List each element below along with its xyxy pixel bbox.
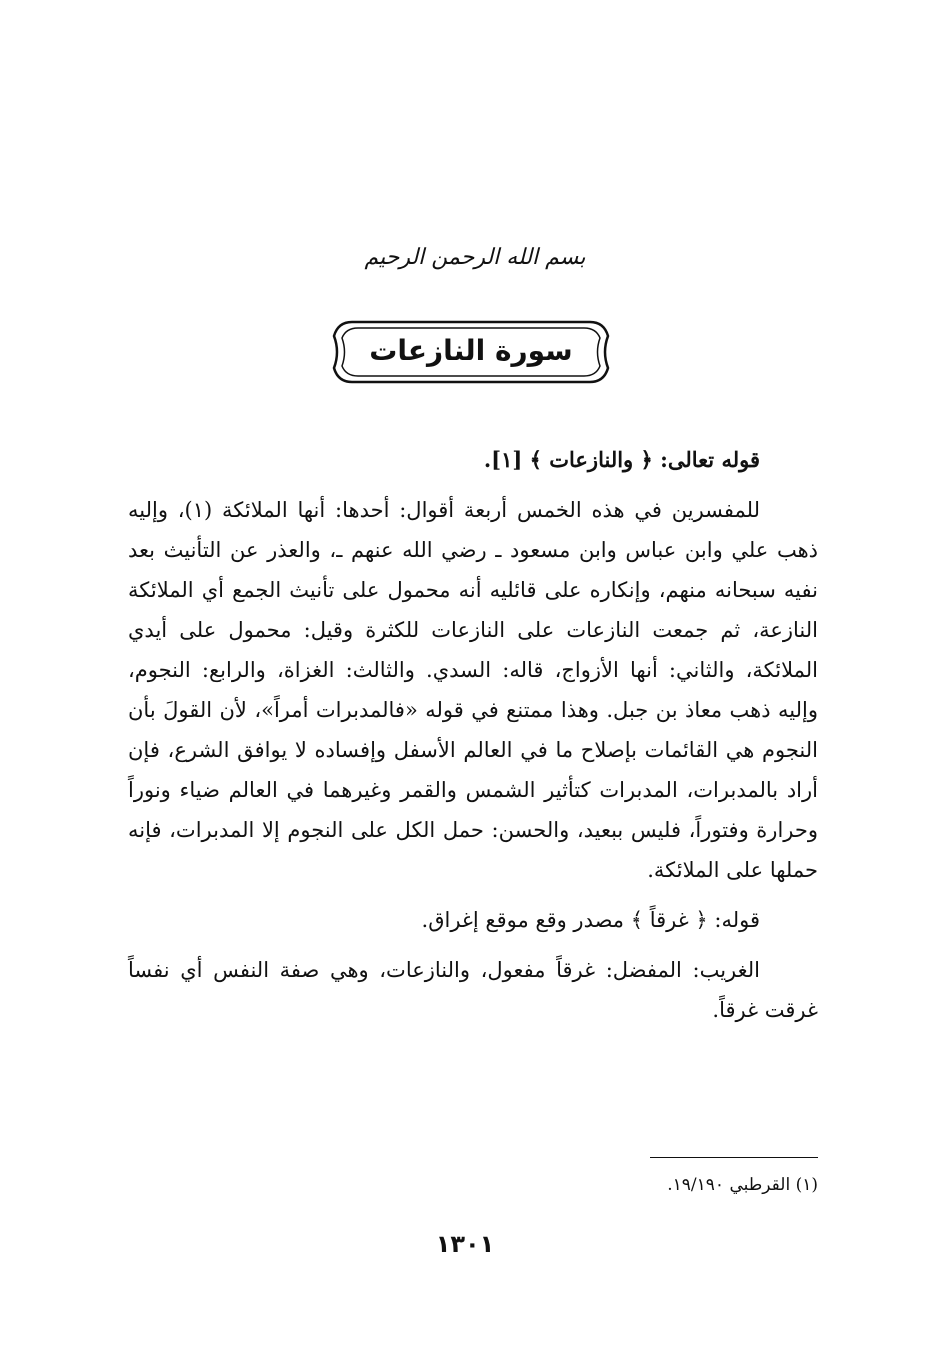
commentary-paragraph-2: الغريب: المفضل: غرقاً مفعول، والنازعات، وهي صفة النفس أي نفساً غرقت غرقاً. (128, 958, 818, 1022)
footnote: (١) القرطبي ١٩/١٩٠. (667, 1175, 818, 1195)
page-number: ١٣٠١ (435, 1230, 495, 1258)
surah-title-frame (330, 318, 612, 386)
verse-quote-1: قوله تعالى: ﴿ والنازعات ﴾ [١]. (483, 447, 760, 472)
surah-title: سورة النازعات (369, 334, 573, 367)
basmala-heading: بسم الله الرحمن الرحيم (364, 245, 586, 270)
footnote-divider (650, 1157, 818, 1158)
verse-quote-2: قوله: ﴿ غرقاً ﴾ مصدر وقع موقع إغراق. (421, 908, 760, 932)
commentary-paragraph-1: للمفسرين في هذه الخمس أربعة أقوال: أحدها: أنها الملائكة (١)، وإليه ذهب علي وابن عباس وابن مسعود ـ رضي الله عنهم ـ، والعذر عن التأنيث بعد نفيه سبحانه منهم، وإنكاره على قائليه أنه محمول على تأنيث الجمع أي الملائكة النازعة، ثم جمعت النازعات على النازعات للكثرة وقيل: محمول على أيدي الملائكة، والثاني: أنها الأزواج، قاله: السدي. والثالث: الغزاة، والرابع: النجوم، وإليه ذهب معاذ بن جبل. وهذا ممتنع في قوله «فالمدبرات أمراً»، لأن القولَ بأن النجوم هي القائمات بإصلاح ما في العالم الأسفل وإفساده لا يوافق الشرع، فإن أراد بالمدبرات، المدبرات كتأثير الشمس والقمر وغيرهما في العالم ضياء ونوراً وحرارة وفتوراً، فليس ببعيد، والحسن: حمل الكل على النجوم إلا المدبرات، فإنه حملها على الملائكة. (128, 498, 818, 882)
main-text (128, 440, 818, 1030)
